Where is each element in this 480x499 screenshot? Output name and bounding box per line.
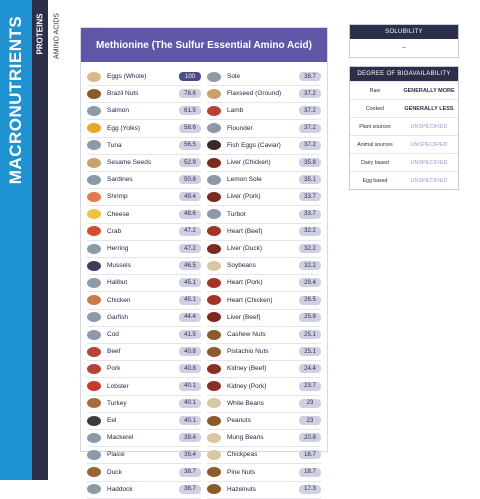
score-badge: 33.7: [299, 192, 321, 201]
shrimp-icon: [87, 192, 101, 202]
food-name: Shrimp: [107, 193, 128, 201]
nut-icon: [207, 416, 221, 426]
list-item: [207, 85, 321, 102]
food-name: Soybeans: [227, 262, 256, 270]
fish-icon: [87, 244, 101, 254]
bio-label: Raw: [369, 87, 381, 94]
food-name: Mussels: [107, 262, 131, 270]
nut-icon: [207, 484, 221, 494]
fish-icon: [207, 209, 221, 219]
beans-icon: [207, 261, 221, 271]
score-badge: 18.7: [299, 450, 321, 459]
list-item: [87, 464, 201, 481]
food-name: Cheese: [107, 210, 130, 218]
heart-icon: [207, 295, 221, 305]
fish-icon: [87, 175, 101, 185]
fish-icon: [87, 433, 101, 443]
score-badge: 37.2: [299, 124, 321, 133]
fish-icon: [87, 330, 101, 340]
score-badge: 32.2: [299, 227, 321, 236]
food-name: Flounder: [227, 124, 253, 132]
bioavailability-row: [350, 117, 458, 135]
score-badge: 17.3: [299, 485, 321, 494]
bioavailability-header: DEGREE OF BIOAVAILABILITY: [350, 67, 458, 81]
list-item: [87, 188, 201, 205]
list-item: [207, 481, 321, 498]
food-name: Garfish: [107, 313, 128, 321]
list-item: [207, 446, 321, 463]
bio-value: UNSPECIFIED: [410, 123, 448, 130]
score-badge: 33.7: [299, 210, 321, 219]
food-name: Cod: [107, 331, 119, 338]
score-badge: 44.4: [179, 313, 201, 322]
list-item: [87, 360, 201, 377]
food-name: Herring: [107, 245, 129, 252]
list-item: [207, 429, 321, 446]
list-item: [87, 446, 201, 463]
proteins-label: PROTEINS: [35, 13, 45, 55]
bio-label: Cooked: [366, 105, 384, 112]
heart-icon: [207, 226, 221, 236]
list-item: [87, 429, 201, 446]
list-item: [87, 102, 201, 119]
score-badge: 61.5: [179, 106, 201, 115]
bio-label: Dairy based: [361, 159, 389, 166]
list-item: [87, 223, 201, 240]
food-name: Egg (Yolks): [107, 124, 140, 132]
list-item: [207, 292, 321, 309]
food-name: Pine Nuts: [227, 468, 256, 476]
fish-icon: [87, 278, 101, 288]
bioavailability-panel: [349, 66, 459, 190]
list-item: [207, 257, 321, 274]
heart-icon: [207, 278, 221, 288]
list-item: [87, 171, 201, 188]
score-badge: 47.2: [179, 244, 201, 253]
score-badge: 39.4: [179, 433, 201, 442]
list-item: [207, 154, 321, 171]
fish-icon: [87, 484, 101, 494]
food-name: Lobster: [107, 382, 129, 390]
food-name: Peanuts: [227, 417, 251, 424]
list-item: [87, 68, 201, 85]
beans-icon: [207, 450, 221, 460]
score-badge: 37.2: [299, 89, 321, 98]
score-badge: 37.2: [299, 141, 321, 150]
score-badge: 40.1: [179, 399, 201, 408]
list-item: [87, 274, 201, 291]
food-name: Sesame Seeds: [107, 159, 152, 166]
food-name: Pork: [107, 365, 121, 373]
score-badge: 18.7: [299, 468, 321, 477]
score-badge: 24.4: [299, 364, 321, 373]
kidney-icon: [207, 381, 221, 391]
food-name: Halibut: [107, 279, 128, 287]
food-name: Lamb: [227, 107, 244, 115]
score-badge: 41.5: [179, 330, 201, 339]
food-name: Tuna: [107, 141, 122, 149]
list-item: [87, 343, 201, 360]
list-item: [207, 223, 321, 240]
score-badge: 25.1: [299, 330, 321, 339]
food-name: Eggs (Whole): [107, 73, 147, 80]
score-badge: 38.7: [299, 72, 321, 81]
score-badge: 56.5: [179, 141, 201, 150]
fish-icon: [87, 106, 101, 116]
food-name: Liver (Duck): [227, 245, 263, 252]
food-name: Crab: [107, 227, 122, 235]
food-name: Kidney (Pork): [227, 382, 267, 390]
bio-value: GENERALLY LESS: [404, 105, 454, 112]
fish-icon: [87, 312, 101, 322]
list-item: [207, 378, 321, 395]
liver-icon: [207, 192, 221, 202]
food-name: Cashew Nuts: [227, 331, 266, 338]
fish-icon: [87, 140, 101, 150]
meat-icon: [87, 364, 101, 374]
fish-icon: [207, 72, 221, 82]
food-name: Chickpeas: [227, 451, 258, 459]
score-badge: 23.7: [299, 382, 321, 391]
list-item: [207, 360, 321, 377]
list-item: [207, 120, 321, 137]
score-badge: 20.8: [299, 433, 321, 442]
eel-icon: [87, 416, 101, 426]
methionine-card: [80, 27, 328, 493]
food-name: Sardines: [107, 176, 133, 184]
nut-icon: [87, 89, 101, 99]
score-badge: 46.5: [179, 261, 201, 270]
score-badge: 32.2: [299, 244, 321, 253]
egg-yolk-icon: [87, 123, 101, 133]
sidebar-sub: [32, 0, 48, 480]
bio-value: UNSPECIFIED: [410, 159, 448, 166]
list-item: [87, 412, 201, 429]
list-item: [87, 240, 201, 257]
score-badge: 45.1: [179, 278, 201, 287]
list-item: [87, 120, 201, 137]
bio-label: Egg based: [362, 177, 388, 184]
list-item: [87, 395, 201, 412]
score-badge: 23: [299, 399, 321, 408]
score-badge: 49.4: [179, 192, 201, 201]
score-badge: 40.8: [179, 364, 201, 373]
food-name: Beef: [107, 348, 121, 356]
list-item: [207, 412, 321, 429]
score-badge: 40.8: [179, 347, 201, 356]
list-item: [207, 188, 321, 205]
bio-label: Animal sources: [357, 141, 393, 148]
chicken-icon: [87, 295, 101, 305]
score-badge: 78.6: [179, 89, 201, 98]
food-name: Duck: [107, 468, 122, 476]
list-item: [87, 309, 201, 326]
food-name: Sole: [227, 73, 241, 80]
food-name: Chicken: [107, 296, 131, 304]
fish-icon: [207, 175, 221, 185]
egg-icon: [87, 72, 101, 82]
bioavailability-rows: [350, 81, 458, 189]
bioavailability-row: [350, 81, 458, 99]
list-item: [87, 481, 201, 498]
bioavailability-row: [350, 153, 458, 171]
nut-icon: [207, 330, 221, 340]
score-badge: 40.1: [179, 382, 201, 391]
score-badge: 48.6: [179, 210, 201, 219]
beans-icon: [207, 433, 221, 443]
score-badge: 38.7: [179, 468, 201, 477]
meat-icon: [87, 347, 101, 357]
food-name: Liver (Pork): [227, 193, 261, 201]
solubility-header: SOLUBILITY: [350, 25, 458, 39]
score-badge: 32.2: [299, 261, 321, 270]
list-item: [207, 464, 321, 481]
score-badge: 26.5: [299, 296, 321, 305]
score-badge: 35.8: [299, 158, 321, 167]
food-name: Heart (Pork): [227, 279, 263, 287]
food-name: Heart (Beef): [227, 227, 263, 235]
list-item: [87, 292, 201, 309]
food-name: Heart (Chicken): [227, 296, 273, 304]
list-item: [207, 343, 321, 360]
nut-icon: [207, 467, 221, 477]
food-name: White Beans: [227, 399, 264, 407]
list-item: [207, 171, 321, 188]
food-name: Haddock: [107, 485, 133, 493]
food-name: Lemon Sole: [227, 176, 262, 184]
score-badge: 50.8: [179, 175, 201, 184]
bio-value: UNSPECIFIED: [410, 141, 448, 148]
list-item: [87, 137, 201, 154]
food-name: Hazelnuts: [227, 485, 256, 493]
card-title: Methionine (The Sulfur Essential Amino Acid): [81, 28, 327, 62]
solubility-panel: [349, 24, 459, 58]
list-item: [207, 274, 321, 291]
score-badge: 29.4: [299, 278, 321, 287]
food-name: Liver (Chicken): [227, 159, 271, 166]
liver-icon: [207, 244, 221, 254]
food-name: Plaice: [107, 451, 125, 459]
score-badge: 25.8: [299, 313, 321, 322]
caviar-icon: [207, 140, 221, 150]
list-item: [207, 240, 321, 257]
fish-icon: [87, 450, 101, 460]
seeds-icon: [207, 89, 221, 99]
list-item: [87, 154, 201, 171]
list-item: [87, 257, 201, 274]
score-badge: 25.1: [299, 347, 321, 356]
food-name: Mung Beans: [227, 434, 264, 442]
duck-icon: [87, 467, 101, 477]
liver-icon: [207, 312, 221, 322]
score-badge: 40.1: [179, 416, 201, 425]
food-name: Salmon: [107, 107, 130, 115]
mussel-icon: [87, 261, 101, 271]
bio-value: UNSPECIFIED: [410, 177, 448, 184]
list-item: [207, 395, 321, 412]
bio-value: GENERALLY MORE: [403, 87, 455, 94]
list-item: [207, 102, 321, 119]
turkey-icon: [87, 398, 101, 408]
list-item: [207, 326, 321, 343]
amino-acids-label: AMINO ACIDS: [53, 13, 61, 59]
list-item: [207, 137, 321, 154]
list-item: [87, 85, 201, 102]
list-item: [207, 309, 321, 326]
solubility-value: –: [402, 45, 406, 51]
food-name: Fish Eggs (Caviar): [227, 141, 281, 149]
score-badge: 100: [179, 72, 201, 81]
food-name: Flaxseed (Ground): [227, 90, 282, 98]
food-name: Eel: [107, 417, 117, 424]
bioavailability-row: [350, 135, 458, 153]
food-name: Mackerel: [107, 434, 134, 442]
score-badge: 39.4: [179, 450, 201, 459]
food-name: Pistachio Nuts: [227, 348, 269, 356]
food-name: Liver (Beef): [227, 313, 261, 321]
food-name: Kidney (Beef): [227, 365, 267, 373]
cheese-icon: [87, 209, 101, 219]
score-badge: 37.2: [299, 106, 321, 115]
beans-icon: [207, 398, 221, 408]
bioavailability-row: [350, 99, 458, 117]
meat-icon: [207, 106, 221, 116]
food-name: Brazil Nuts: [107, 90, 139, 98]
seeds-icon: [87, 158, 101, 168]
macronutrients-label: MACRONUTRIENTS: [6, 15, 25, 185]
list-item: [87, 378, 201, 395]
score-badge: 38.7: [179, 485, 201, 494]
score-badge: 35.1: [299, 175, 321, 184]
list-item: [207, 206, 321, 223]
list-item: [87, 206, 201, 223]
kidney-icon: [207, 364, 221, 374]
bio-label: Plant sources: [359, 123, 391, 130]
list-item: [87, 326, 201, 343]
lobster-icon: [87, 381, 101, 391]
food-name: Turbot: [227, 210, 246, 218]
list-item: [207, 68, 321, 85]
food-name: Turkey: [107, 399, 127, 407]
score-badge: 47.2: [179, 227, 201, 236]
liver-icon: [207, 158, 221, 168]
crab-icon: [87, 226, 101, 236]
bioavailability-row: [350, 171, 458, 189]
nut-icon: [207, 347, 221, 357]
score-badge: 52.9: [179, 158, 201, 167]
score-badge: 45.1: [179, 296, 201, 305]
score-badge: 58.6: [179, 124, 201, 133]
score-badge: 23: [299, 416, 321, 425]
fish-icon: [207, 123, 221, 133]
